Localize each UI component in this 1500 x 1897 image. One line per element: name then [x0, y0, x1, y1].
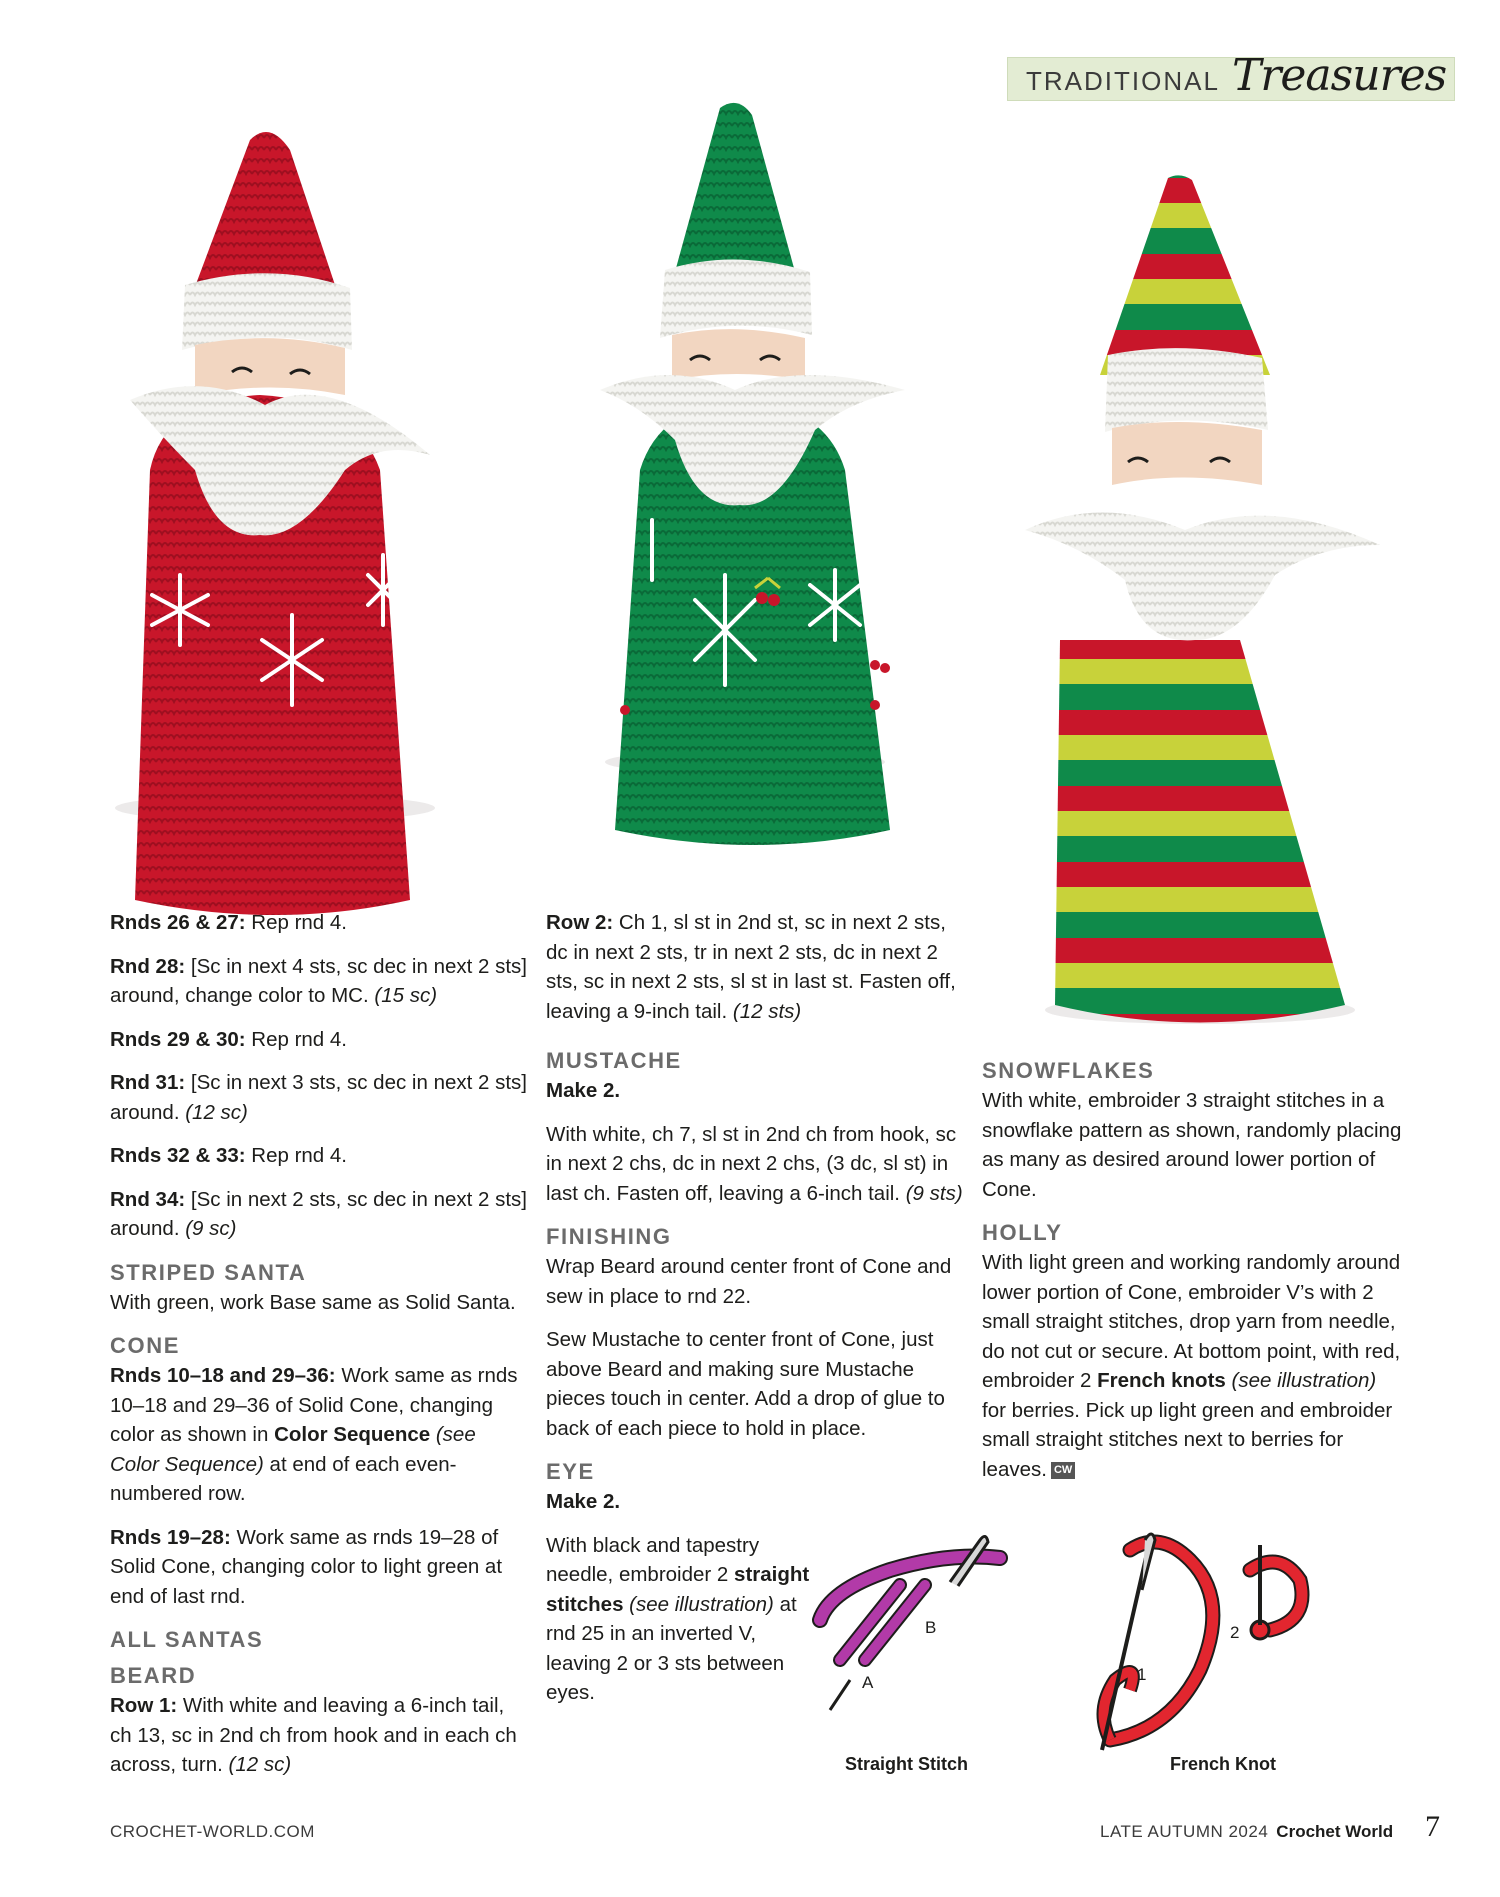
santa-red — [130, 132, 430, 915]
french-knot-label: French Knot — [1170, 1754, 1276, 1774]
footer-site: CROCHET-WORLD.COM — [110, 1822, 315, 1841]
heading-eye: EYE — [546, 1459, 595, 1484]
badge-treasures: Treasures — [1232, 50, 1447, 101]
striped-santa-text: With green, work Base same as Solid Santa. — [110, 1290, 516, 1314]
label-1: 1 — [1137, 1665, 1147, 1684]
footer-issue — [1100, 1822, 1393, 1842]
mustache-make: Make 2. — [546, 1079, 621, 1102]
heading-mustache: MUSTACHE — [546, 1048, 682, 1073]
instruction-rnds-29-30: Rnds 29 & 30: Rep rnd 4. — [110, 1027, 347, 1051]
heading-snowflakes: SNOWFLAKES — [982, 1058, 1155, 1083]
french-knot-illustration — [1102, 1534, 1302, 1774]
finishing-text-1: Wrap Beard around center front of Cone and sew in place to rnd 22. — [546, 1255, 952, 1308]
mustache-text: With white, ch 7, sl st in 2nd ch from hook, sc in next 2 chs, dc in next 2 chs, (3 dc, sl st) in last ch. Fasten off, leaving a 6-inch tail. (9 sts) — [546, 1122, 963, 1205]
eye-text: With black and tapestry needle, embroider 2 straight stitches (see illustration) at rnd 25 in an inverted V, leaving 2 or 3 sts between eyes. — [546, 1533, 810, 1704]
santa-green — [600, 103, 905, 845]
column-3 — [982, 1050, 1402, 1498]
snowflakes-text: With white, embroider 3 straight stitches in a snowflake pattern as shown, randomly placing as many as desired around lower portion of Cone. — [982, 1089, 1402, 1201]
heading-finishing: FINISHING — [546, 1224, 672, 1249]
footer-issue-date: LATE AUTUMN 2024 — [1100, 1822, 1269, 1841]
instruction-rnd-31: Rnd 31: [Sc in next 3 sts, sc dec in next 2 sts] around. (12 sc) — [110, 1071, 528, 1124]
cw-end-mark: CW — [1051, 1462, 1075, 1479]
instruction-rnd-34: Rnd 34: [Sc in next 2 sts, sc dec in next 2 sts] around. (9 sc) — [110, 1187, 528, 1240]
heading-striped-santa: STRIPED SANTA — [110, 1259, 307, 1285]
holly-text: With light green and working randomly around lower portion of Cone, embroider V’s with 2 small straight stitches, drop yarn from needle, do not cut or secure. At bottom point, with red, embroider 2 French knots (see illustration) for berries. Pick up light green and embroider small straight stitches next to berries for leaves. CW — [982, 1251, 1401, 1481]
instruction-beard-row-1: Row 1: With white and leaving a 6-inch tail, ch 13, sc in 2nd ch from hook and in each ch across, turn. (12 sc) — [110, 1694, 517, 1776]
heading-holly: HOLLY — [982, 1220, 1063, 1245]
column-1 — [110, 908, 530, 1794]
instruction-beard-row-2: Row 2: Ch 1, sl st in 2nd st, sc in next 2 sts, dc in next 2 sts, tr in next 2 sts, dc in next 2 sts, sc in next 2 sts, sl st in last st. Fasten off, leaving a 9-inch tail. (12 sts) — [546, 911, 956, 1023]
label-2: 2 — [1230, 1623, 1240, 1642]
instruction-rnd-28: Rnd 28: [Sc in next 4 sts, sc dec in next 2 sts] around, change color to MC. (15 sc) — [110, 954, 528, 1007]
label-a: A — [862, 1673, 874, 1692]
page-number: 7 — [1425, 1810, 1440, 1843]
instruction-rnds-26-27: Rnds 26 & 27: Rep rnd 4. — [110, 911, 347, 934]
finishing-text-2: Sew Mustache to center front of Cone, just above Beard and making sure Mustache pieces touch in center. Add a drop of glue to back of each piece to hold in place. — [546, 1328, 945, 1440]
label-b: B — [925, 1618, 937, 1637]
straight-stitch-illustration — [820, 1536, 1000, 1774]
heading-cone: CONE — [110, 1333, 180, 1358]
instruction-cone-2: Rnds 19–28: Work same as rnds 19–28 of Solid Cone, changing color to light green at end of last rnd. — [110, 1525, 503, 1608]
badge-traditional: TRADITIONAL — [1026, 66, 1220, 96]
stitch-illustrations — [810, 1530, 1330, 1790]
santa-striped — [1025, 170, 1380, 1040]
instruction-cone-1: Rnds 10–18 and 29–36: Work same as rnds 10–18 and 29–36 of Solid Cone, changing color as shown in Color Sequence (see Color Sequence) at end of each even-numbered row. — [110, 1364, 518, 1505]
heading-beard: BEARD — [110, 1663, 197, 1688]
straight-stitch-label: Straight Stitch — [845, 1754, 969, 1774]
instruction-rnds-32-33: Rnds 32 & 33: Rep rnd 4. — [110, 1144, 347, 1167]
footer-magazine: Crochet World — [1276, 1822, 1394, 1841]
heading-all-santas: ALL SANTAS — [110, 1627, 264, 1652]
eye-make: Make 2. — [546, 1490, 621, 1513]
